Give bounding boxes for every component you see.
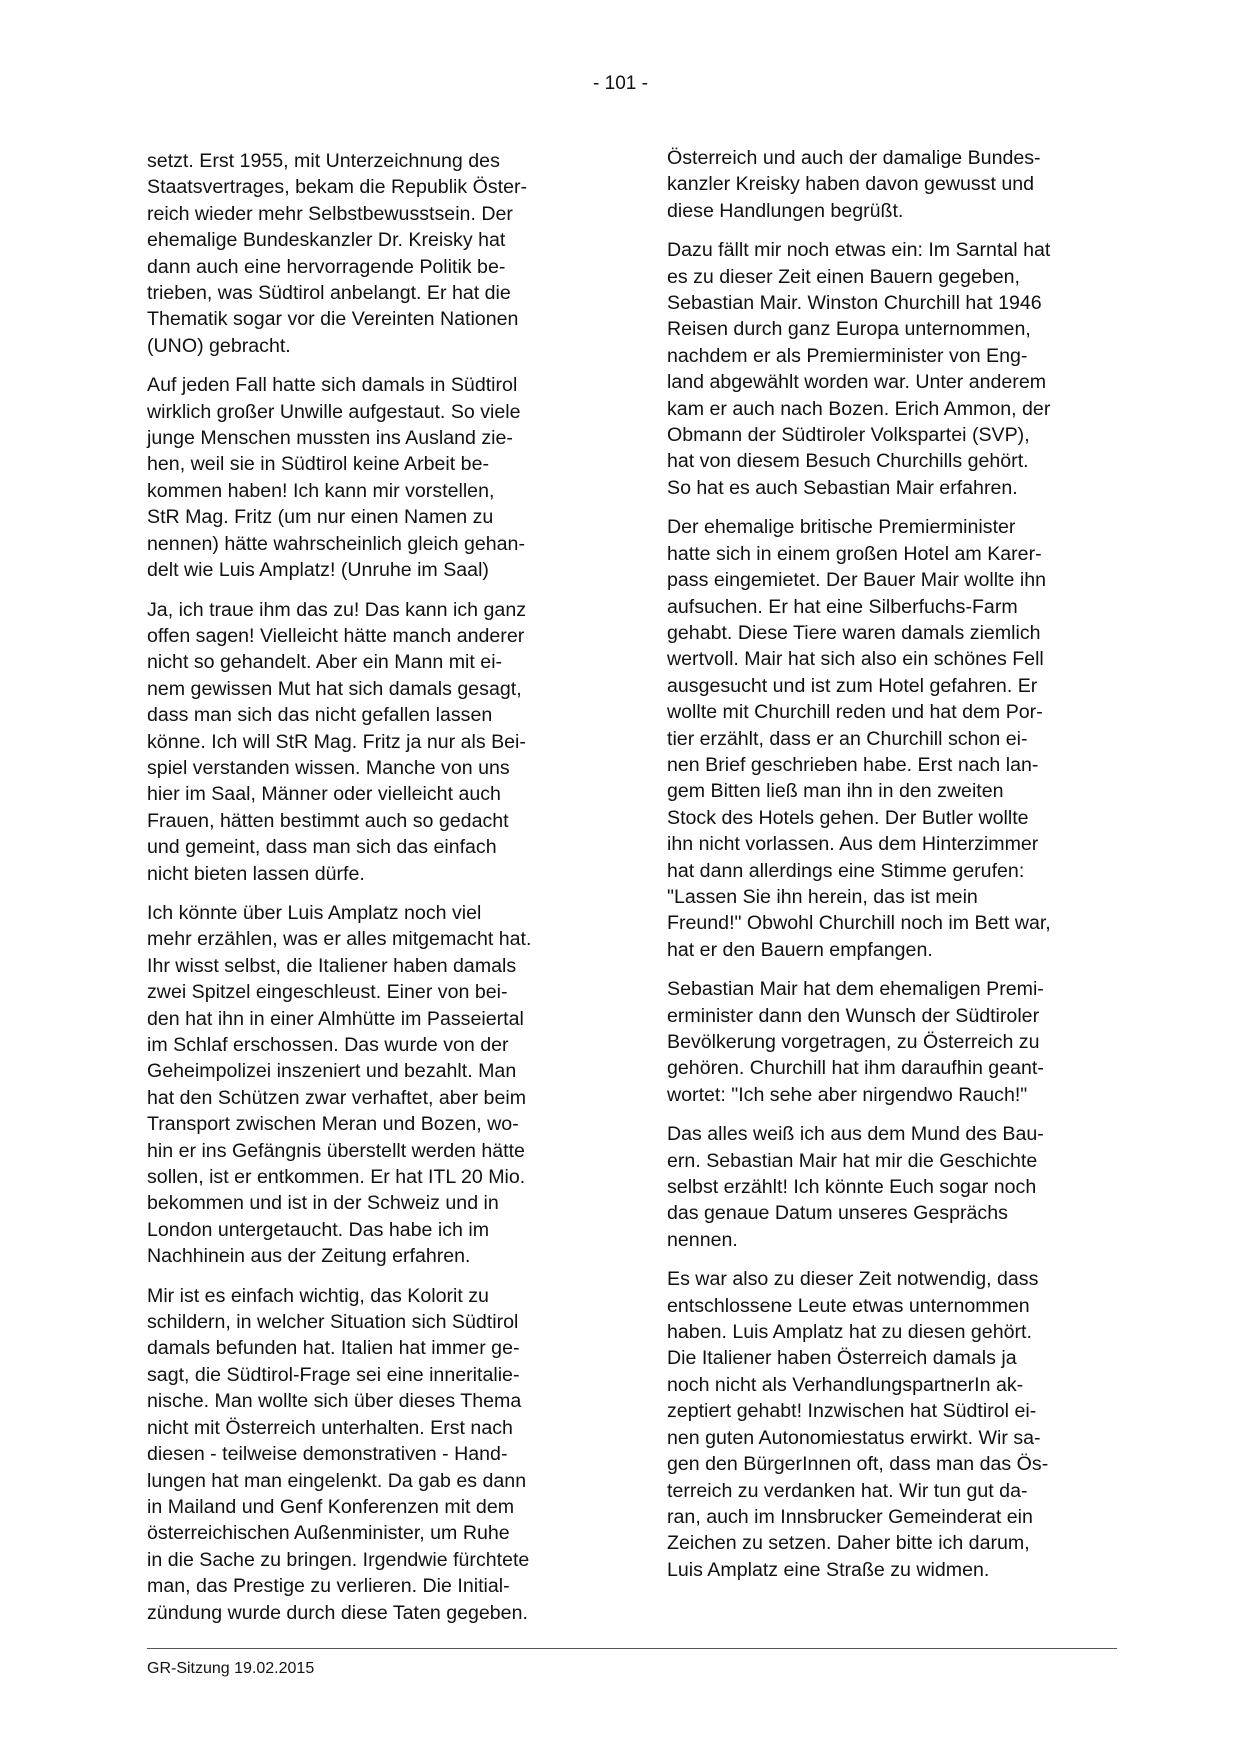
paragraph: Der ehemalige britische Premierminister hatte sich in einem großen Hotel am Karer- pass eingemietet. Der Bauer Mair wollte ihn aufsuchen. Er hat eine Silberfuchs-Farm gehabt. Diese Tiere waren damals ziemlich wertvoll. Mair hat sich also ein schönes Fell ausgesucht und ist zum Hotel gefahren. Er wollte mit Churchill reden und hat dem Por- tier erzählt, dass er an Churchill schon ei- nen Brief geschrieben habe. Erst nach lan- gem Bitten ließ man ihn in den zweiten Stock des Hotels gehen. Der Butler wollte ihn nicht vorlassen. Aus dem Hinterzimmer hat dann allerdings eine Stimme gerufen: "Lassen Sie ihn herein, das ist mein Freund!" Obwohl Churchill noch im Bett war, hat er den Bauern empfangen. bbox=[667, 516, 1051, 961]
paragraph: Ich könnte über Luis Amplatz noch viel mehr erzählen, was er alles mitgemacht hat. Ihr wisst selbst, die Italiener haben damals zwei Spitzel eingeschleust. Einer von bei- den hat ihn in einer Almhütte im Passeiertal im Schlaf erschossen. Das wurde von der Geheimpolizei inszeniert und bezahlt. Man hat den Schützen zwar verhaftet, aber beim Transport zwischen Meran und Bozen, wo- hin er ins Gefängnis überstellt werden hätte sollen, ist er entkommen. Er hat ITL 20 Mio. bekommen und ist in der Schweiz und in London untergetaucht. Das habe ich im Nachhinein aus der Zeitung erfahren. bbox=[147, 901, 532, 1268]
paragraph: setzt. Erst 1955, mit Unterzeichnung des Staatsvertrages, bekam die Republik Öster- reich wieder mehr Selbstbewusstsein. Der ehemalige Bundeskanzler Dr. Kreisky hat dann auch eine hervorragende Politik be- trieben, was Südtirol anbelangt. Er hat die Thematik sogar vor die Vereinten Nationen (UNO) gebracht. bbox=[147, 150, 528, 357]
paragraph: Es war also zu dieser Zeit notwendig, dass entschlossene Leute etwas unternommen haben. Luis Amplatz hat zu diesen gehört. Die Italiener haben Österreich damals ja noch nicht als VerhandlungspartnerIn ak- zeptiert gehabt! Inzwischen hat Südtirol ei- nen guten Autonomiestatus erwirkt. Wir sa- gen den BürgerInnen oft, dass man das Ös- terreich zu verdanken hat. Wir tun gut da- ran, auch im Innsbrucker Gemeinderat ein Zeichen zu setzen. Daher bitte ich darum, Luis Amplatz eine Straße zu widmen. bbox=[667, 1268, 1049, 1581]
footer-divider bbox=[147, 1648, 1117, 1649]
right-text-column bbox=[667, 145, 1137, 1596]
footer-session-date: GR-Sitzung 19.02.2015 bbox=[147, 1660, 315, 1677]
paragraph: Mir ist es einfach wichtig, das Kolorit zu schildern, in welcher Situation sich Südtirol damals befunden hat. Italien hat immer ge- sagt, die Südtirol-Frage sei eine inneritalie- nische. Man wollte sich über dieses Thema nicht mit Österreich unterhalten. Erst nach diesen - teilweise demonstrativen - Hand- lungen hat man eingelenkt. Da gab es dann in Mailand und Genf Konferenzen mit dem österreichischen Außenminister, um Ruhe in die Sache zu bringen. Irgendwie fürchtete man, das Prestige zu verlieren. Die Initial- zündung wurde durch diese Taten gegeben. bbox=[147, 1284, 530, 1624]
page-number: - 101 - bbox=[593, 73, 648, 94]
paragraph: Dazu fällt mir noch etwas ein: Im Sarntal hat es zu dieser Zeit einen Bauern gegeben, Sebastian Mair. Winston Churchill hat 1946 Reisen durch ganz Europa unternommen, nachdem er als Premierminister von Eng- land abgewählt worden war. Unter anderem kam er auch nach Bozen. Erich Ammon, der Obmann der Südtiroler Volkspartei (SVP), hat von diesem Besuch Churchills gehört. So hat es auch Sebastian Mair erfahren. bbox=[667, 239, 1051, 499]
left-text-column bbox=[147, 148, 615, 1639]
paragraph: Österreich und auch der damalige Bundes- kanzler Kreisky haben davon gewusst und diese Handlungen begrüßt. bbox=[667, 147, 1041, 222]
paragraph: Sebastian Mair hat dem ehemaligen Premi- erminister dann den Wunsch der Südtiroler Bevölkerung vorgetragen, zu Österreich zu gehören. Churchill hat ihm daraufhin geant- wortet: "Ich sehe aber nirgendwo Rauch!" bbox=[667, 978, 1044, 1106]
paragraph: Auf jeden Fall hatte sich damals in Südtirol wirklich großer Unwille aufgestaut. So viele junge Menschen mussten ins Ausland zie- hen, weil sie in Südtirol keine Arbeit be- kommen haben! Ich kann mir vorstellen, StR Mag. Fritz (um nur einen Namen zu nennen) hätte wahrscheinlich gleich gehan- delt wie Luis Amplatz! (Unruhe im Saal) bbox=[147, 374, 525, 582]
paragraph: Das alles weiß ich aus dem Mund des Bau- ern. Sebastian Mair hat mir die Geschichte selbst erzählt! Ich könnte Euch sogar noch das genaue Datum unseres Gesprächs nennen. bbox=[667, 1123, 1044, 1251]
paragraph: Ja, ich traue ihm das zu! Das kann ich ganz offen sagen! Vielleicht hätte manch anderer nicht so gehandelt. Aber ein Mann mit ei- nem gewissen Mut hat sich damals gesagt, dass man sich das nicht gefallen lassen könne. Ich will StR Mag. Fritz ja nur als Bei- spiel verstanden wissen. Manche von uns hier im Saal, Männer oder vielleicht auch Frauen, hätten bestimmt auch so gedacht und gemeint, dass man sich das einfach nicht bieten lassen dürfe. bbox=[147, 598, 527, 885]
